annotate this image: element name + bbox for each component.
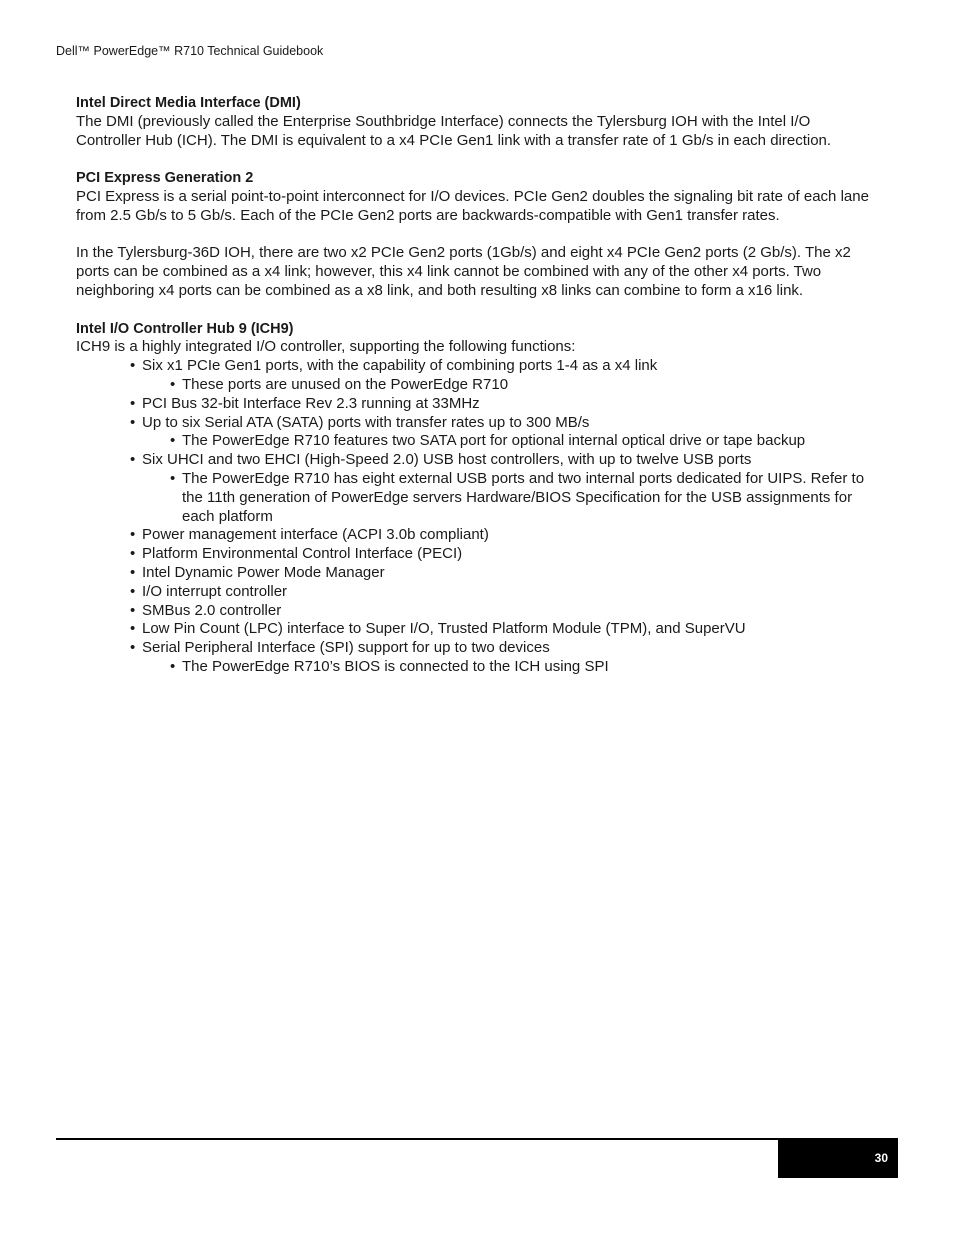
list-item: • Platform Environmental Control Interface (PECI) (130, 545, 876, 564)
list-item: • PCI Bus 32-bit Interface Rev 2.3 running at 33MHz (130, 395, 876, 414)
list-item: • Six UHCI and two EHCI (High-Speed 2.0) USB host controllers, with up to twelve USB ports • The PowerEdge R710 has eight external USB ports and two internal ports dedicated for UIPS. Refer to the 11th generation of PowerEdge servers Hardware/BIOS Specification for the USB assignments for each platform (130, 451, 876, 526)
list-item: • Six x1 PCIe Gen1 ports, with the capability of combining ports 1-4 as a x4 link • These ports are unused on the PowerEdge R710 (130, 357, 876, 395)
sub-list (142, 432, 876, 451)
section-pcie (76, 169, 876, 301)
sub-list-item: • The PowerEdge R710’s BIOS is connected to the ICH using SPI (170, 658, 876, 677)
sub-list (142, 658, 876, 677)
list-item: • Intel Dynamic Power Mode Manager (130, 564, 876, 583)
list-item: • Up to six Serial ATA (SATA) ports with transfer rates up to 300 MB/s • The PowerEdge R710 features two SATA port for optional internal optical drive or tape backup (130, 414, 876, 452)
list-item: • I/O interrupt controller (130, 583, 876, 602)
section-heading: PCI Express Generation 2 (76, 170, 254, 187)
paragraph: The DMI (previously called the Enterprise Southbridge Interface) connects the Tylersburg IOH with the Intel I/O Controller Hub (ICH). The DMI is equivalent to a x4 PCIe Gen1 link with a transfer rate of 1 Gb/s in each direction. (76, 112, 832, 149)
section-heading: Intel I/O Controller Hub 9 (ICH9) (76, 320, 294, 337)
sub-list-item: • These ports are unused on the PowerEdge R710 (170, 376, 876, 395)
page-number: 30 (874, 1151, 888, 1165)
sub-list (142, 470, 876, 526)
sub-list-item: • The PowerEdge R710 features two SATA port for optional internal optical drive or tape backup (170, 432, 876, 451)
paragraph: ICH9 is a highly integrated I/O controller, supporting the following functions: (76, 338, 576, 356)
list-item: • Serial Peripheral Interface (SPI) support for up to two devices • The PowerEdge R710’s BIOS is connected to the ICH using SPI (130, 639, 876, 677)
page-number-box (778, 1138, 898, 1178)
sub-list (142, 376, 876, 395)
section-dmi (76, 94, 876, 150)
function-list (76, 357, 876, 677)
list-item: • Low Pin Count (LPC) interface to Super I/O, Trusted Platform Module (TPM), and SuperVU (130, 620, 876, 639)
paragraph: PCI Express is a serial point-to-point interconnect for I/O devices. PCIe Gen2 doubles the signaling bit rate of each lane from 2.5 Gb/s to 5 Gb/s. Each of the PCIe Gen2 ports are backwards-compatible with Gen1 transfer rates. (76, 187, 869, 224)
section-heading: Intel Direct Media Interface (DMI) (76, 95, 301, 111)
footer-rule (56, 1138, 898, 1140)
section-ich9 (76, 320, 876, 677)
list-item: • Power management interface (ACPI 3.0b compliant) (130, 526, 876, 545)
running-header: Dell™ PowerEdge™ R710 Technical Guidebook (56, 44, 324, 58)
list-item: • SMBus 2.0 controller (130, 602, 876, 621)
paragraph: In the Tylersburg-36D IOH, there are two x2 PCIe Gen2 ports (1Gb/s) and eight x4 PCIe Gen2 ports (2 Gb/s). The x2 ports can be combined as a x4 link; however, this x4 link cannot be combined with any of the other x4 ports. Two neighboring x4 ports can be combined as a x8 link, and both resulting x8 links can combine to form a x16 link. (76, 244, 851, 299)
document-body (76, 94, 876, 677)
sub-list-item: • The PowerEdge R710 has eight external USB ports and two internal ports dedicated for UIPS. Refer to the 11th generation of PowerEdge servers Hardware/BIOS Specification for the USB assignments for each platform (170, 470, 876, 526)
